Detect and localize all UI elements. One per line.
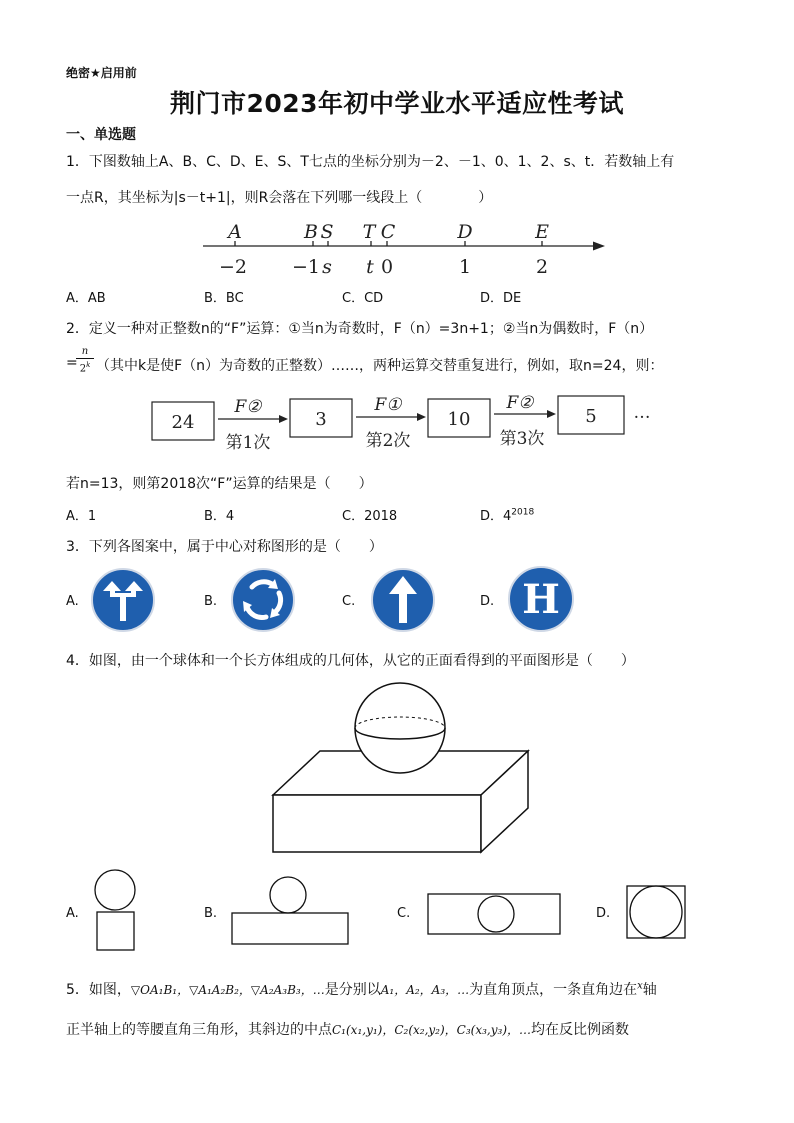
fraction-exponent: k <box>86 361 91 369</box>
q1-option-d[interactable]: D．DE <box>480 291 522 306</box>
q1-line2: 一点R，其坐标为|s－t+1|，则R会落在下列哪一线段上（ ） <box>66 190 493 206</box>
tick-label-1: 1 <box>458 256 472 278</box>
q3-option-c[interactable]: C. <box>342 594 356 609</box>
q4-option-a[interactable]: A. <box>66 906 79 921</box>
q5-line1-mid2: 为直角顶点，一条直角边在 <box>469 982 638 998</box>
page-title: 荆门市2023年初中学业水平适应性考试 <box>169 89 625 118</box>
q2-line2: （其中k是使F（n）为奇数的正整数）……，两种运算交替重复进行，例如，取n=24，则： <box>96 358 664 374</box>
view-option-c-figure[interactable] <box>426 892 562 936</box>
flow-ellipsis: … <box>633 403 651 423</box>
q2-option-d[interactable] <box>480 505 534 524</box>
tick-label-neg1: −1 <box>291 256 321 278</box>
q5-line2 <box>66 1019 629 1039</box>
view-option-a-figure[interactable] <box>94 869 138 953</box>
tick-label-neg2: −2 <box>218 256 248 278</box>
point-label-a: A <box>228 221 242 243</box>
view-option-b-figure[interactable] <box>230 876 352 948</box>
flow-step-3: 第3次 <box>499 429 545 449</box>
sign-h-letter: H <box>522 576 560 623</box>
q5-line2-suffix: 均在反比例函数 <box>531 1022 630 1038</box>
q5-points: A₁，A₂，A₃，… <box>380 983 470 997</box>
point-label-e: E <box>535 221 549 243</box>
q4-option-d[interactable]: D. <box>596 906 611 921</box>
flow-value-1: 24 <box>171 412 195 433</box>
q4-option-c[interactable]: C. <box>397 906 411 921</box>
q5-line1-prefix: 5．如图， <box>66 982 131 998</box>
q2-line3: 若n=13，则第2018次“F”运算的结果是（ ） <box>66 476 373 492</box>
q4-option-b[interactable]: B. <box>204 906 218 921</box>
arrow-right-icon <box>547 410 556 418</box>
q5-axis-var: x <box>637 980 643 992</box>
q2-option-a[interactable]: A．1 <box>66 509 97 524</box>
tick-label-t: t <box>366 256 374 278</box>
q3-line1: 3．下列各图案中，属于中心对称图形的是（ ） <box>66 539 383 555</box>
point-label-c: C <box>380 221 396 243</box>
flow-op-2: F① <box>374 395 402 415</box>
q5-midpoints: C₁(x₁,y₁)，C₂(x₂,y₂)，C₃(x₃,y₃)，… <box>332 1023 532 1037</box>
view-option-d-figure[interactable] <box>625 884 687 940</box>
q2-line1: 2．定义一种对正整数n的“F”运算：①当n为奇数时，F（n）=3n+1；②当n为偶数时，F（n） <box>66 321 654 337</box>
fraction <box>76 346 94 375</box>
flow-step-1: 第1次 <box>225 433 271 453</box>
fraction-denominator: 2 <box>79 363 87 375</box>
flow-value-2: 3 <box>315 409 327 430</box>
q5-triangles: ▽OA₁B₁，▽A₁A₂B₂，▽A₂A₃B₃，… <box>130 983 325 997</box>
q3-option-d[interactable]: D. <box>480 594 495 609</box>
number-line-figure <box>195 218 615 280</box>
arrow-right-icon <box>593 242 605 251</box>
flow-value-4: 5 <box>585 406 597 427</box>
arrow-right-icon <box>417 413 426 421</box>
point-label-t: T <box>362 221 376 243</box>
q3-option-b[interactable]: B. <box>204 594 218 609</box>
q2-option-d-exponent: 2018 <box>511 507 535 518</box>
q5-line1-suffix: 轴 <box>642 982 657 998</box>
q2-option-d-base: D．4 <box>480 509 512 524</box>
tick-label-2: 2 <box>535 256 549 278</box>
tick-label-0: 0 <box>380 256 394 278</box>
q3-option-a[interactable]: A. <box>66 594 79 609</box>
fraction-numerator: n <box>81 346 89 357</box>
sphere-on-cuboid-figure <box>268 682 534 854</box>
point-label-s: S <box>320 221 334 243</box>
q5-line1 <box>66 979 657 999</box>
q5-line2-prefix: 正半轴上的等腰直角三角形，其斜边的中点 <box>66 1022 332 1038</box>
flow-step-2: 第2次 <box>365 431 411 451</box>
q4-line1: 4．如图，由一个球体和一个长方体组成的几何体，从它的正面看得到的平面图形是（ ） <box>66 653 635 669</box>
operation-flow-diagram <box>148 388 658 458</box>
flow-op-3: F② <box>506 393 534 413</box>
point-label-d: D <box>457 221 473 243</box>
arrow-right-icon <box>279 415 288 423</box>
flow-value-3: 10 <box>447 409 471 430</box>
q2-option-b[interactable]: B．4 <box>204 509 235 524</box>
q2-option-c[interactable]: C．2018 <box>342 509 398 524</box>
q1-option-a[interactable]: A．AB <box>66 291 106 306</box>
section-heading: 一、单选题 <box>66 127 136 143</box>
q2-line2-eq: = <box>66 355 78 371</box>
sign-left-right-turn-icon[interactable] <box>90 567 156 633</box>
sign-hospital-h-icon[interactable] <box>507 565 575 633</box>
point-label-b: B <box>304 221 318 243</box>
q1-line1: 1．下图数轴上A、B、C、D、E、S、T七点的坐标分别为－2、－1、0、1、2、s、t．若数轴上有 <box>66 154 675 170</box>
q1-option-b[interactable]: B．BC <box>204 291 244 306</box>
tick-label-s: s <box>322 256 332 278</box>
confidential-mark: 绝密★启用前 <box>66 66 137 80</box>
sign-straight-arrow-icon[interactable] <box>370 567 436 633</box>
q5-line1-mid: 是分别以 <box>324 982 381 998</box>
sign-roundabout-icon[interactable] <box>230 567 296 633</box>
q1-option-c[interactable]: C．CD <box>342 291 384 306</box>
flow-op-1: F② <box>234 397 262 417</box>
